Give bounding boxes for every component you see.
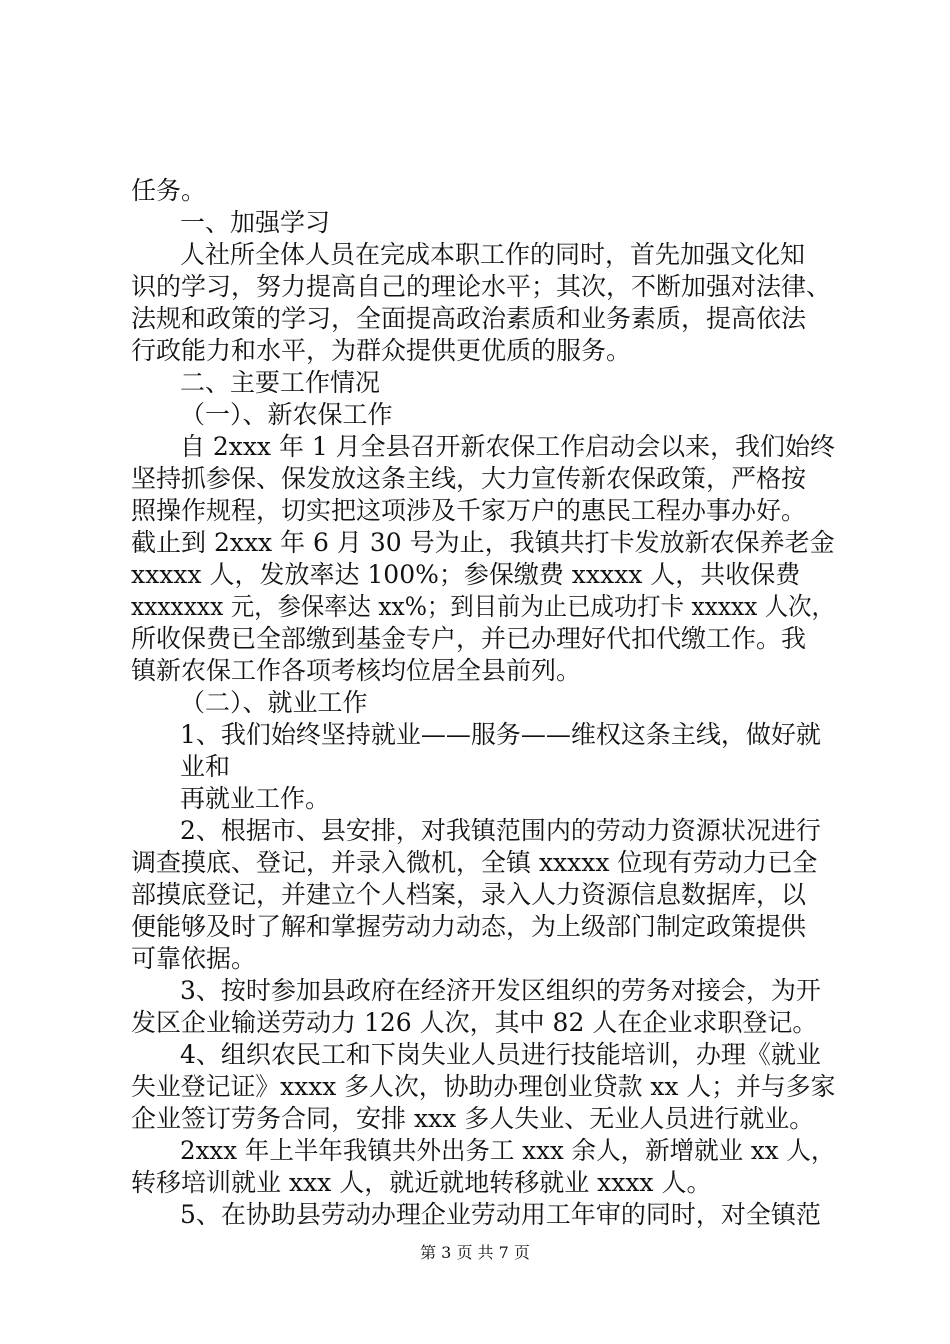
text-line: 所收保费已全部缴到基金专户，并已办理好代扣代缴工作。我 (131, 624, 807, 653)
text-line: 任务。 (131, 176, 207, 205)
text-line: 企业签订劳务合同，安排 xxx 多人失业、无业人员进行就业。 (131, 1104, 815, 1133)
subsection-heading: （一）、新农保工作 (180, 400, 393, 429)
text-line: 再就业工作。 (180, 784, 331, 813)
subsection-heading: （二）、就业工作 (180, 688, 368, 717)
text-line: 截止到 2xxx 年 6 月 30 号为止，我镇共打卡发放新农保养老金 (131, 528, 835, 557)
text-line: 照操作规程，切实把这项涉及千家万户的惠民工程办事办好。 (131, 496, 807, 525)
text-line: 便能够及时了解和掌握劳动力动态，为上级部门制定政策提供 (131, 912, 807, 941)
text-line: 部摸底登记，并建立个人档案，录入人力资源信息数据库，以 (131, 880, 807, 909)
text-line: 人社所全体人员在完成本职工作的同时，首先加强文化知 (180, 240, 806, 269)
section-heading: 一、加强学习 (180, 208, 331, 237)
text-line: 调查摸底、登记，并录入微机，全镇 xxxxx 位现有劳动力已全 (131, 848, 818, 877)
text-line: 发区企业输送劳动力 126 人次，其中 82 人在企业求职登记。 (131, 1008, 818, 1037)
text-line: 失业登记证》xxxx 多人次，协助办理创业贷款 xx 人；并与多家 (131, 1072, 836, 1101)
text-line: xxxxx 人，发放率达 100%；参保缴费 xxxxx 人，共收保费 (131, 560, 801, 589)
text-line: 可靠依据。 (131, 944, 257, 973)
text-line: 业和 (180, 752, 231, 781)
text-line: 4、组织农民工和下岗失业人员进行技能培训，办理《就业 (180, 1040, 821, 1069)
text-line: 3、按时参加县政府在经济开发区组织的劳务对接会，为开 (180, 976, 821, 1005)
text-line: 行政能力和水平，为群众提供更优质的服务。 (131, 336, 632, 365)
text-line: 自 2xxx 年 1 月全县召开新农保工作启动会以来，我们始终 (180, 432, 835, 461)
text-line: xxxxxxx 元，参保率达 xx%；到目前为止已成功打卡 xxxxx 人次， (131, 592, 835, 621)
text-line: 2、根据市、县安排，对我镇范围内的劳动力资源状况进行 (180, 816, 821, 845)
text-line: 5、在协助县劳动办理企业劳动用工年审的同时，对全镇范 (180, 1200, 821, 1229)
section-heading: 二、主要工作情况 (180, 368, 381, 397)
text-line: 镇新农保工作各项考核均位居全县前列。 (131, 656, 582, 685)
text-line: 坚持抓参保、保发放这条主线，大力宣传新农保政策，严格按 (131, 464, 807, 493)
text-line: 法规和政策的学习，全面提高政治素质和业务素质，提高依法 (131, 304, 807, 333)
page-number-footer: 第 3 页 共 7 页 (420, 1243, 530, 1262)
text-line: 1、我们始终坚持就业——服务——维权这条主线，做好就 (180, 720, 821, 749)
text-line: 转移培训就业 xxx 人，就近就地转移就业 xxxx 人。 (131, 1168, 712, 1197)
text-line: 识的学习，努力提高自己的理论水平；其次，不断加强对法律、 (131, 272, 832, 301)
text-line: 2xxx 年上半年我镇共外出务工 xxx 余人，新增就业 xx 人， (180, 1136, 836, 1165)
